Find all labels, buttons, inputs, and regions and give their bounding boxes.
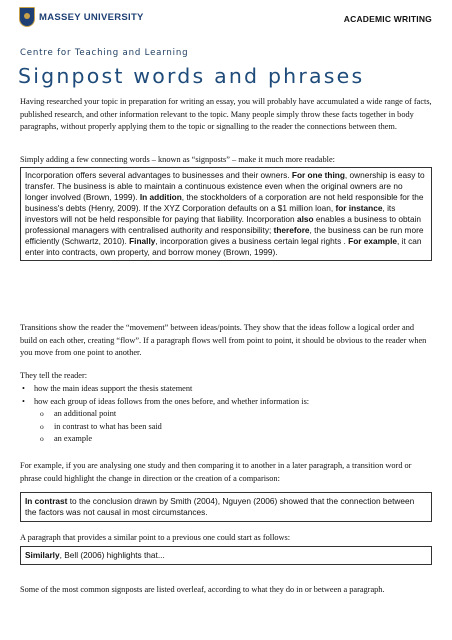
- signpost-word: Finally: [129, 236, 156, 246]
- signpost-word: For one thing: [291, 170, 345, 180]
- signpost-word: therefore: [273, 225, 310, 235]
- tell-reader-intro: They tell the reader:: [20, 371, 88, 380]
- sub-list-item: o an additional point: [40, 408, 432, 421]
- example-text: , it can enter into contracts, own property, and borrow money (Brown, 1999).: [25, 236, 422, 257]
- example-text: , incorporation gives a business certain legal rights .: [155, 236, 349, 246]
- crest-icon: [19, 7, 35, 27]
- sub-list-item: o in contrast to what has been said: [40, 421, 432, 434]
- document-category: ACADEMIC WRITING: [343, 14, 432, 24]
- signpost-word: also: [296, 214, 314, 224]
- closing-paragraph: Some of the most common signposts are listed overleaf, according to what they do in or between a paragraph.: [20, 585, 385, 594]
- signpost-word: Similarly: [25, 550, 60, 560]
- example-text: , its investors will not be held responsible for paying that liability. Incorporation: [25, 203, 396, 224]
- similar-example-box: [20, 546, 432, 565]
- page-title: Signpost words and phrases: [18, 64, 365, 88]
- intro-paragraph-2: Simply adding a few connecting words – known as “signposts” – make it much more readable:: [20, 155, 335, 164]
- comparison-paragraph: For example, if you are analysing one study and then comparing it to another in a later paragraph, a transition word or phrase could highlight the change in direction or the creation of a comparison:: [20, 461, 412, 483]
- signpost-word: In addition: [139, 192, 182, 202]
- transitions-paragraph: Transitions show the reader the “movement” between ideas/points. They show that the ideas follow a logical order and build on each other, creating “flow”. If a paragraph flows well from point to point, it should be obvious to the reader when you move from one point to another.: [20, 323, 427, 358]
- contrast-example-box: [20, 492, 432, 522]
- example-text: , the business can be run more efficiently (Schwartz, 2010).: [25, 225, 424, 246]
- university-logo: [19, 7, 144, 27]
- similar-paragraph: A paragraph that provides a similar point to a previous one could start as follows:: [20, 533, 291, 542]
- signpost-word: For example: [348, 236, 398, 246]
- example-box: [20, 167, 432, 261]
- centre-name: Centre for Teaching and Learning: [20, 48, 189, 58]
- signpost-word: In contrast: [25, 496, 68, 506]
- example-text: Incorporation offers several advantages to businesses and their owners.: [25, 170, 292, 180]
- reader-list: [20, 383, 432, 446]
- list-item: • how each group of ideas follows from the ones before, and whether information is:: [20, 396, 432, 409]
- example-text: to the conclusion drawn by Smith (2004), Nguyen (2006) showed that the connection between the factors was not causal in most circumstances.: [25, 496, 415, 517]
- example-text: , the stockholders of a corporation are not held responsible for the business's debts (Henry, 2009). If the XYZ Corporation defaults on a $1 million loan,: [25, 192, 424, 213]
- sub-list-item: o an example: [40, 433, 432, 446]
- university-name: MASSEY UNIVERSITY: [39, 11, 144, 23]
- signpost-word: for instance: [335, 203, 383, 213]
- example-text: , Bell (2006) highlights that...: [59, 550, 165, 560]
- intro-paragraph: Having researched your topic in preparation for writing an essay, you will probably have accumulated a wide range of facts, published research, and other information relevant to the topic. Many people simply throw these facts together in body paragraphs, without properly applying them to the topic or signalling to the reader the connections between them.: [20, 97, 432, 132]
- example-text: enables a business to obtain professional managers with centralised authority and responsibility;: [25, 214, 422, 235]
- example-text: , ownership is easy to transfer. The business is able to maintain a continuous existence even when the original owners are no longer involved (Brown, 1999).: [25, 170, 425, 202]
- list-item: • how the main ideas support the thesis statement: [20, 383, 432, 396]
